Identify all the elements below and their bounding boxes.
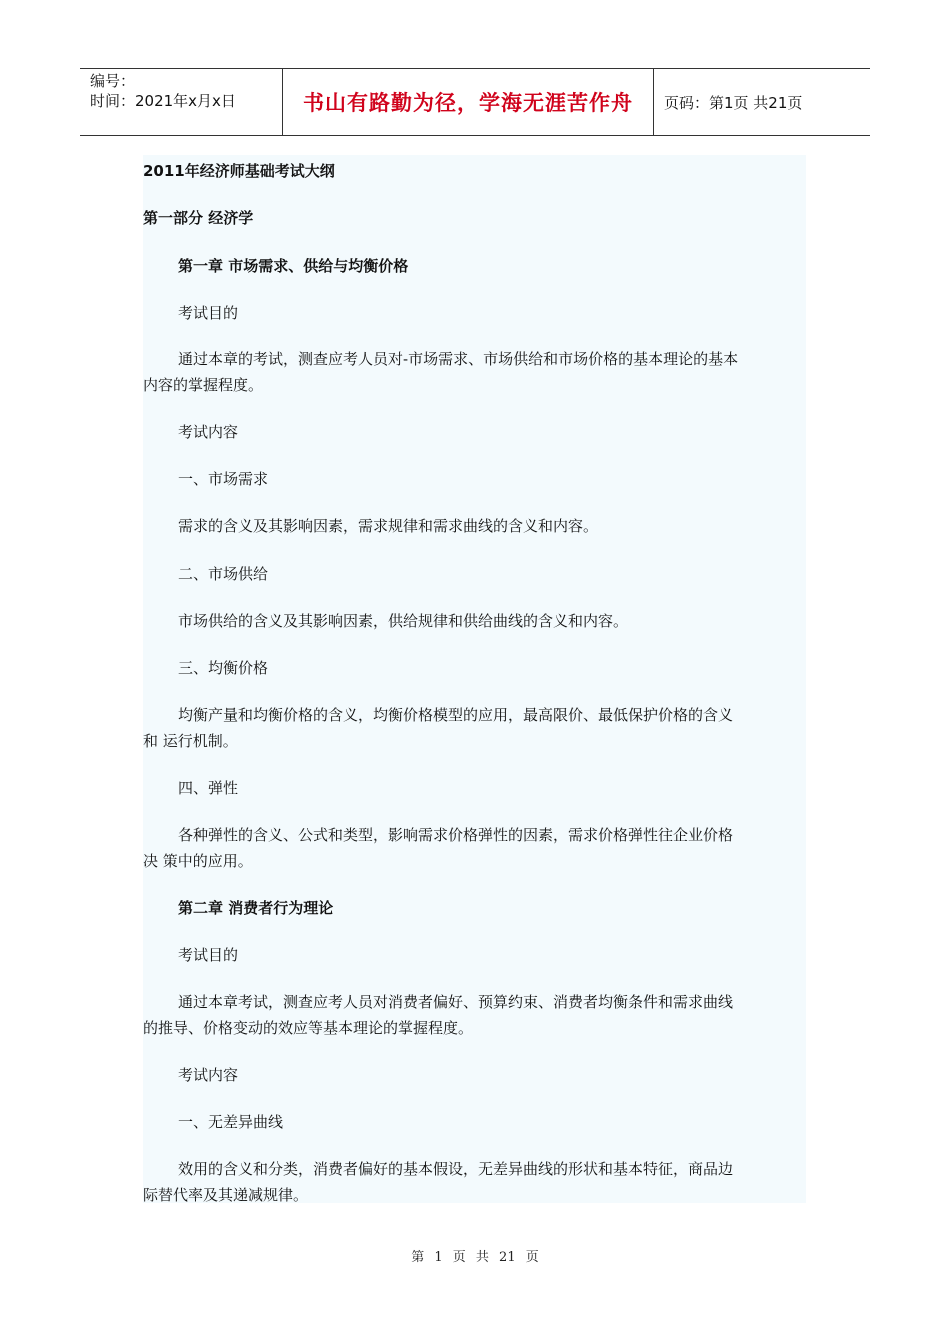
ch2-s1-line1: 效用的含义和分类，消费者偏好的基本假设，无差异曲线的形状和基本特征，商品边 (178, 1160, 734, 1178)
header-motto-cell (282, 69, 654, 135)
motto-text: 书山有路勤为径，学海无涯苦作舟 (303, 91, 633, 115)
page-footer (0, 1246, 950, 1265)
number-label: 编号： (90, 72, 136, 90)
header-table (80, 68, 870, 136)
document-body (143, 155, 806, 1203)
ch1-aim-line2: 内容的掌握程度。 (143, 376, 264, 394)
ch1-content-label: 考试内容 (178, 423, 239, 441)
ch1-s3-line1: 均衡产量和均衡价格的含义，均衡价格模型的应用，最高限价、最低保护价格的含义 (178, 706, 734, 724)
time-label: 时间：2021年x月x日 (90, 92, 236, 110)
header-page-cell (654, 69, 870, 135)
ch1-s4-line1: 各种弹性的含义、公式和类型，影响需求价格弹性的因素，需求价格弹性往企业价格 (178, 826, 734, 844)
ch1-aim-line1: 通过本章的考试，测查应考人员对-市场需求、市场供给和市场价格的基本理论的基本 (178, 350, 739, 368)
ch1-s4-line2: 决 策中的应用。 (143, 852, 253, 870)
ch2-s1-line2: 际替代率及其递减规律。 (143, 1186, 309, 1204)
ch1-s2-title: 二、市场供给 (178, 565, 269, 583)
ch2-aim-line1: 通过本章考试，测查应考人员对消费者偏好、预算约束、消费者均衡条件和需求曲线 (178, 993, 734, 1011)
document-title: 2011年经济师基础考试大纲 (143, 162, 335, 180)
header-meta-cell (80, 69, 282, 135)
ch2-aim-line2: 的推导、价格变动的效应等基本理论的掌握程度。 (143, 1019, 474, 1037)
ch2-content-label: 考试内容 (178, 1066, 239, 1084)
part-heading: 第一部分 经济学 (143, 209, 254, 227)
ch1-s2-text: 市场供给的含义及其影响因素，供给规律和供给曲线的含义和内容。 (178, 612, 629, 630)
ch1-s1-title: 一、市场需求 (178, 470, 269, 488)
ch1-s3-title: 三、均衡价格 (178, 659, 269, 677)
ch1-s1-text: 需求的含义及其影响因素，需求规律和需求曲线的含义和内容。 (178, 517, 599, 535)
footer-page-number: 第 1 页 共 21 页 (411, 1250, 539, 1265)
ch1-s4-title: 四、弹性 (178, 779, 239, 797)
ch1-s3-line2: 和 运行机制。 (143, 732, 238, 750)
chapter1-title: 第一章 市场需求、供给与均衡价格 (178, 257, 409, 275)
ch2-aim-label: 考试目的 (178, 946, 239, 964)
ch2-s1-title: 一、无差异曲线 (178, 1113, 284, 1131)
page-info: 页码：第1页 共21页 (664, 93, 803, 112)
ch1-aim-label: 考试目的 (178, 304, 239, 322)
chapter2-title: 第二章 消费者行为理论 (178, 899, 334, 917)
